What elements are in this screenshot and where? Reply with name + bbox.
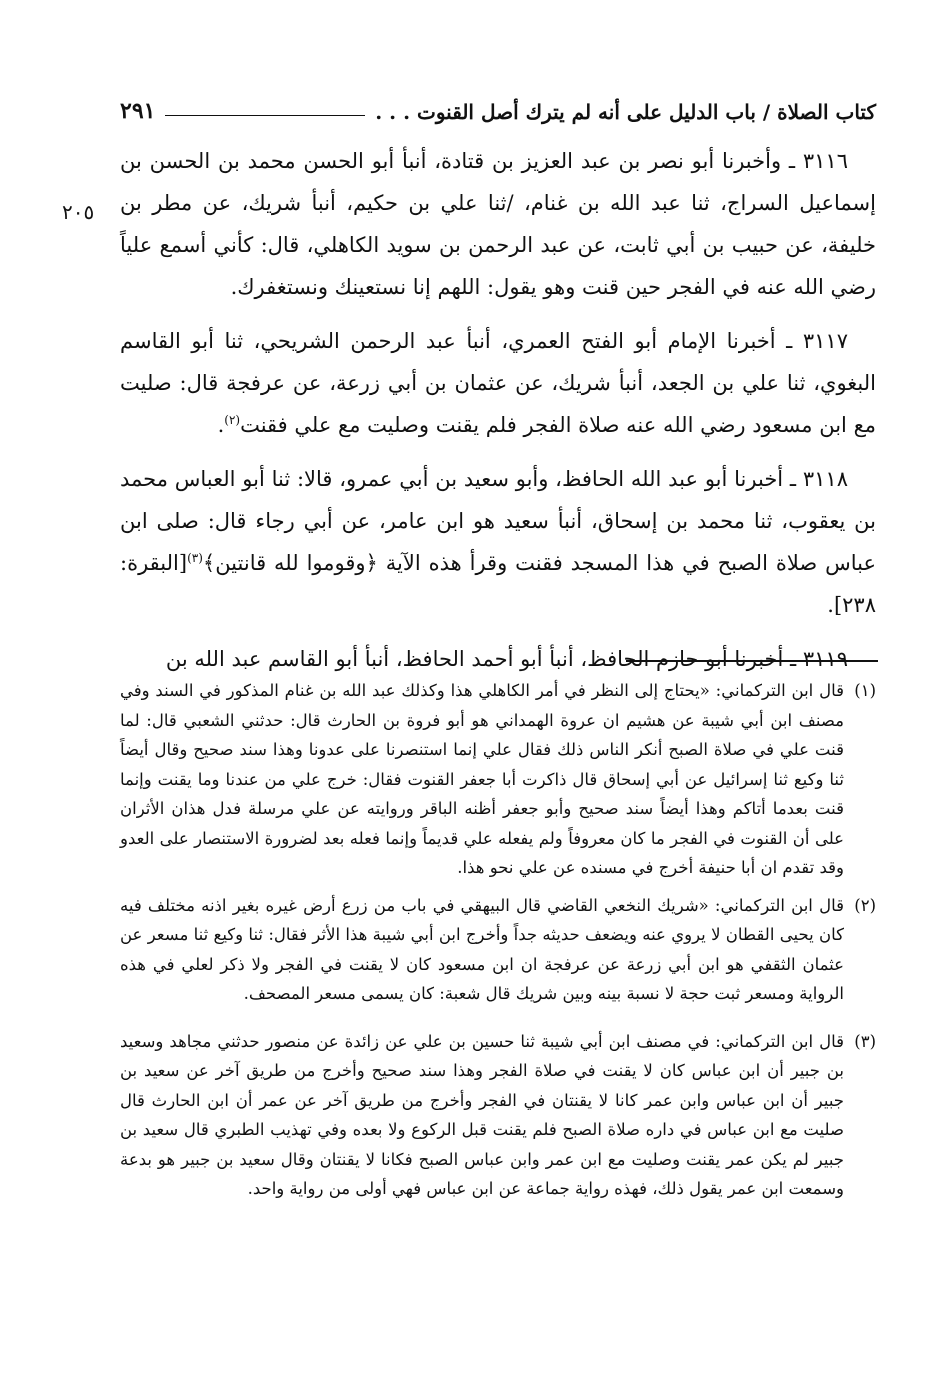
footnotes: [120, 676, 876, 1212]
footnote: [120, 676, 876, 883]
header-title: كتاب الصلاة / باب الدليل على أنه لم يترك أصل القنوت . . .: [375, 100, 876, 124]
paragraph-tail: [البقرة: ٢٣٨].: [120, 551, 876, 617]
paragraph-tail: .: [217, 413, 225, 437]
header-rule: [165, 115, 365, 116]
footnote-mark: (٢): [224, 413, 241, 427]
footnote: [120, 1027, 876, 1204]
main-text: [120, 140, 876, 692]
footnote-number: (٢): [854, 895, 876, 915]
footnote: [120, 891, 876, 1009]
margin-page-reference: ٢٠٥: [62, 200, 95, 224]
footnote-text: قال ابن التركماني: في مصنف ابن أبي شيبة ثنا حسين بن علي عن زائدة عن منصور حدثني مجاهد وسعيد بن جبير أن ابن عباس كان لا يقنت في صلاة الفجر وهذا سند صحيح وأخرج من طريق آخر عن سعيد بن جبير أن ابن عباس وابن عمر كانا لا يقنتان في الفجر وأخرج من طريق آخر عن عمر أن ابن الحارث قال صليت مع ابن عباس في داره صلاة الصبح فلم يقنت قبل الركوع ولا بعده وفي تهذيب الطبري قال سعيد بن جبير لم يكن عمر يقنت وصليت مع ابن عمر وابن عباس الصبح فكانا لا يقنتان وقال سعيد بن جبير هو بدعة وسمعت ابن عمر يقول ذلك، فهذه رواية جماعة عن ابن عباس فهي أولى من رواية واحد.: [120, 1031, 844, 1198]
hadith-paragraph: [120, 140, 876, 308]
footnote-text: قال ابن التركماني: «يحتاج إلى النظر في أمر الكاهلي هذا وكذلك عبد الله بن غنام المذكور في السند وفي مصنف ابن أبي شيبة عن هشيم ان عروة الهمداني هو أبو فروة بن الحارث قال: حدثني الشعبي قال: لما قنت علي في صلاة الصبح أنكر الناس ذلك فقال علي إنما استنصرنا على عدونا وهذا سند صحيح وقال أيضاً ثنا وكيع ثنا إسرائيل عن أبي إسحاق قال ذاكرت أبا جعفر القنوت فقال: خرج علي من عندنا وما يقنت وإنما قنت بعدما أتاكم وهذا أيضاً سند صحيح وأبو جعفر أظنه الباقر وروايته عن علي مرسلة فدل هذان الأثران على أن القنوت في الفجر ما كان معروفاً ولم يفعله علي قديماً وإنما فعله بعد لضرورة الاستنصار على العدو وقد تقدم ان أبا حنيفة أخرج في مسنده عن علي نحو هذا.: [120, 681, 844, 877]
running-header: [120, 84, 876, 124]
paragraph-text: ٣١١٩ ـ أخبرنا أبو حازم الحافظ، أنبأ أبو أحمد الحافظ، أنبأ أبو القاسم عبد الله بن: [165, 647, 848, 671]
paragraph-text: ٣١١٦ ـ وأخبرنا أبو نصر بن عبد العزيز بن قتادة، أنبأ أبو الحسن محمد بن الحسن بن إسماعيل السراج، ثنا عبد الله بن غنام، /ثنا علي بن حكيم، أنبأ شريك، عن مطر بن خليفة، عن حبيب بن أبي ثابت، عن عبد الرحمن بن سويد الكاهلي، قال: كأني أسمع علياً رضي الله عنه في الفجر حين قنت وهو يقول: اللهم إنا نستعينك ونستغفرك.: [120, 149, 876, 299]
hadith-paragraph: [120, 320, 876, 446]
page-number: ٢٩١: [120, 98, 156, 124]
footnote-separator: [626, 660, 878, 662]
paragraph-text: ٣١١٨ ـ أخبرنا أبو عبد الله الحافظ، وأبو سعيد بن أبي عمرو، قالا: ثنا أبو العباس محمد بن يعقوب، ثنا محمد بن إسحاق، أنبأ سعيد هو ابن عامر، عن أبي رجاء قال: صلى ابن عباس صلاة الصبح في هذا المسجد فقنت وقرأ هذه الآية ﴿وقوموا لله قانتين﴾: [120, 467, 876, 575]
footnote-number: (٣): [854, 1031, 876, 1051]
hadith-paragraph: [120, 458, 876, 626]
paragraph-text: ٣١١٧ ـ أخبرنا الإمام أبو الفتح العمري، أنبأ عبد الرحمن الشريحي، ثنا أبو القاسم البغوي، ثنا علي بن الجعد، أنبأ شريك، عن عثمان بن أبي زرعة، عن عرفجة قال: صليت مع ابن مسعود رضي الله عنه صلاة الفجر فلم يقنت وصليت مع علي فقنت: [120, 329, 876, 437]
footnote-number: (١): [854, 681, 876, 700]
hadith-paragraph: [120, 638, 876, 680]
footnote-text: قال ابن التركماني: «شريك النخعي القاضي قال البيهقي في باب من زرع أرض غيره بغير اذنه مختلف فيه كان يحيى القطان لا يروي عنه ويضعف حديثه جداً وأخرج ابن أبي شيبة هذا الأثر فقال: ثنا وكيع ثنا مسعر عن عثمان الثقفي هو ابن أبي زرعة عن عرفجة ان ابن مسعود كان لا يقنت في الفجر ولا ذكر لعلي في هذه الرواية ومسعر ثبت حجة لا نسبة بينه وبين شريك قال شعبة: كان يسمى مسعر المصحف.: [120, 895, 844, 1003]
footnote-mark: (٣): [187, 551, 203, 565]
